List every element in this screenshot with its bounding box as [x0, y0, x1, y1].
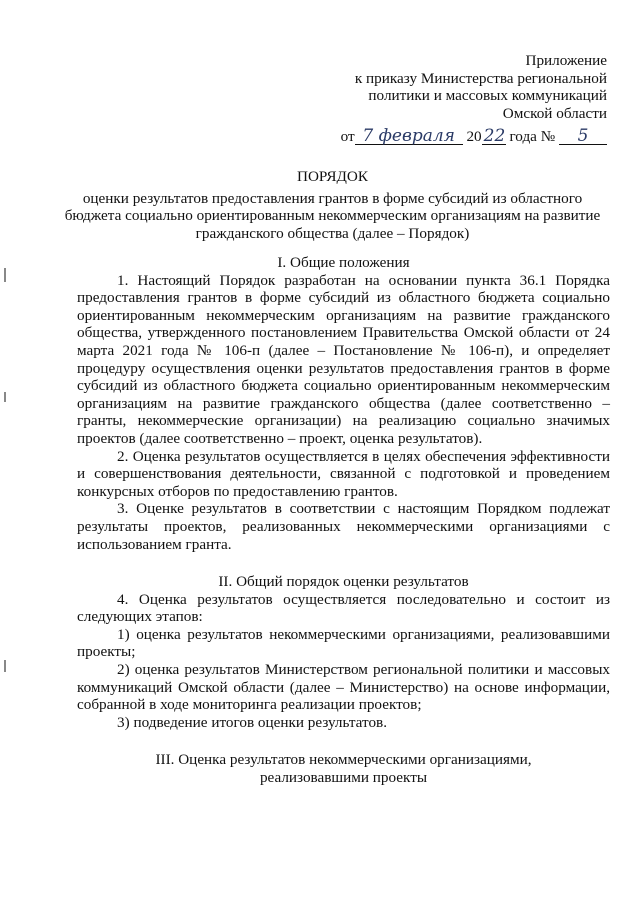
year-suffix: года №	[509, 128, 556, 146]
paragraph-4: 4. Оценка результатов осуществляется последовательно и состоит из следующих этапов:	[77, 590, 610, 626]
scan-edge-mark	[4, 268, 6, 282]
document-subtitle: оценки результатов предоставления грантов в форме субсидий из областного бюджета социально ориентированным некоммерческим организациям на развитие гражданского общества (далее – Порядок)	[64, 189, 601, 242]
document-body	[77, 254, 610, 787]
section-1-heading: I. Общие положения	[277, 254, 410, 271]
document-title-block	[60, 168, 605, 242]
handwritten-year: 22	[483, 126, 506, 147]
year-prefix: 20	[466, 128, 482, 146]
appendix-line: Омской области	[502, 104, 607, 122]
date-prefix: от	[340, 128, 355, 146]
handwritten-date: 7 февраля	[355, 128, 463, 145]
order-date-line	[307, 128, 607, 146]
paragraph-4-item-1: 1) оценка результатов некоммерческими организациями, реализовавшими проекты;	[77, 625, 610, 661]
section-3-heading-line-1: III. Оценка результатов некоммерческими организациями,	[155, 751, 532, 769]
paragraph-4-item-3: 3) подведение итогов оценки результатов.	[117, 713, 388, 731]
scan-edge-mark	[4, 660, 6, 672]
paragraph-1: 1. Настоящий Порядок разработан на основании пункта 36.1 Порядка предоставления грантов в форме субсидий из областного бюджета социально ориентированным некоммерческим организациям на развитие гражданского общества, утвержденного постановлением Правительства Омской области от 24 марта 2021 года № 106-п (далее – Постановление № 106-п), и определяет процедуру осуществления оценки результатов предоставления грантов в форме субсидий из областного бюджета социально ориентированным некоммерческим организациям на развитие гражданского общества (далее соответственно – гранты, некоммерческие организации) на реализацию социально значимых проектов (далее соответственно – проект, оценка результатов).	[77, 271, 610, 447]
section-3-heading-line-2: реализовавшими проекты	[259, 769, 428, 787]
appendix-block	[307, 52, 607, 146]
appendix-line: политики и массовых коммуникаций	[368, 87, 607, 105]
document-title: ПОРЯДОК	[296, 168, 368, 185]
appendix-line: к приказу Министерства региональной	[354, 69, 607, 87]
paragraph-3: 3. Оценке результатов в соответствии с настоящим Порядком подлежат результаты проектов, реализованных некоммерческими организациями с использованием гранта.	[77, 500, 610, 553]
scan-edge-mark	[4, 392, 6, 402]
paragraph-4-item-2: 2) оценка результатов Министерством региональной политики и массовых коммуникаций Омской области (далее – Министерство) на основе информации, собранной в ходе мониторинга реализации проектов;	[77, 661, 610, 714]
section-2-heading: II. Общий порядок оценки результатов	[218, 573, 469, 591]
handwritten-order-number: 5	[559, 128, 607, 145]
appendix-line: Приложение	[525, 52, 607, 69]
paragraph-2: 2. Оценка результатов осуществляется в целях обеспечения эффективности и совершенствования деятельности, связанной с подготовкой и проведением конкурсных отборов по предоставлению грантов.	[77, 447, 610, 500]
